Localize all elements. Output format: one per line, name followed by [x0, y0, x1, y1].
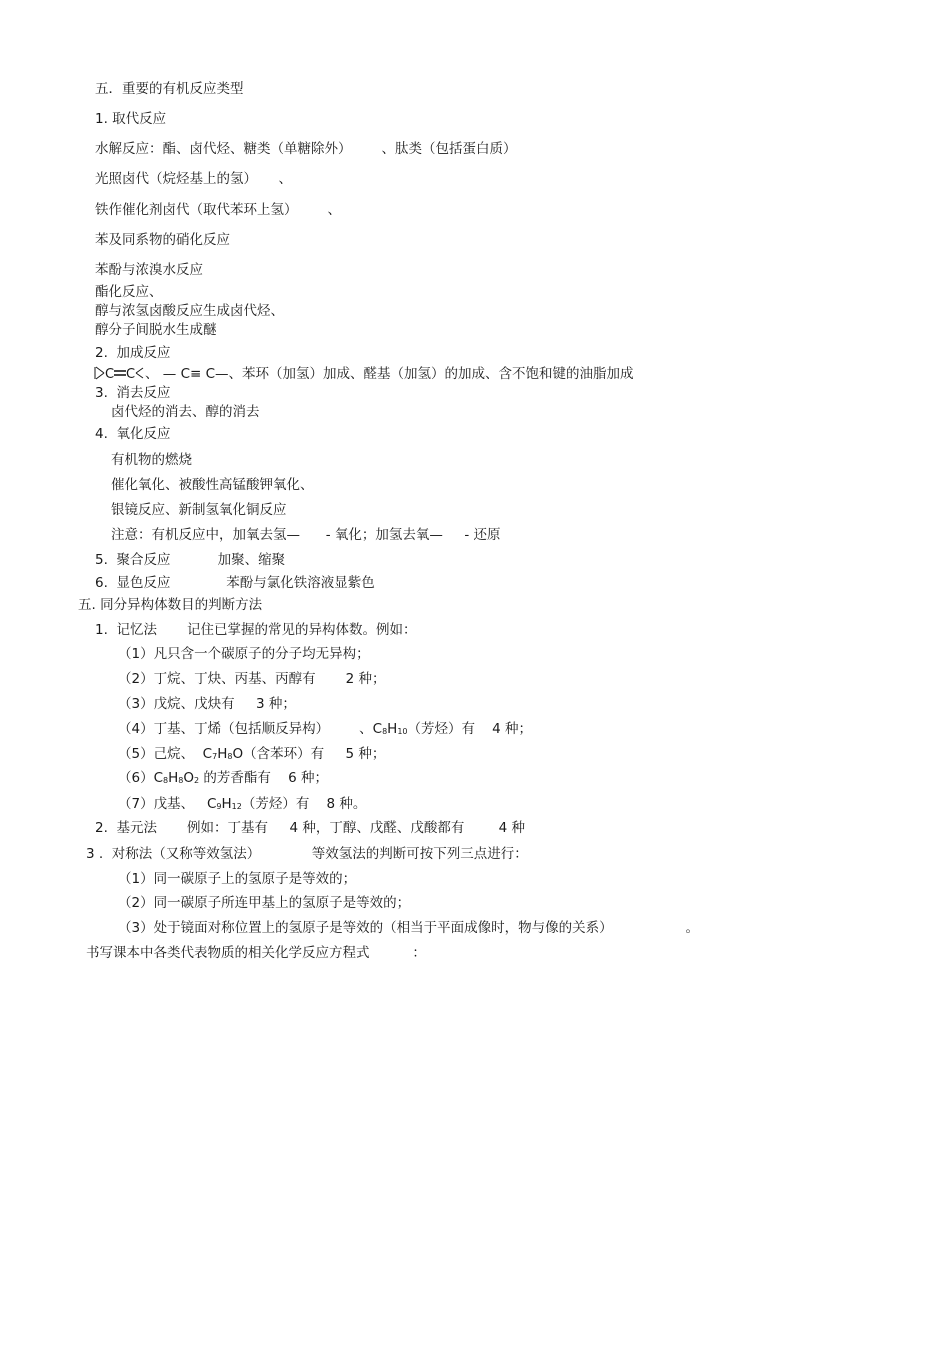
text-light-halogenation: 光照卤代（烷烃基上的氢） 、 [95, 171, 292, 187]
example-7-suffix: （芳烃）有 8 种。 [241, 796, 367, 812]
text-elimination: 卤代烃的消去、醇的消去 [111, 404, 260, 420]
formula-c9h12: C9H12 [206, 796, 242, 812]
example-4-prefix: （4）丁基、丁烯（包括顺反异构） 、 [118, 721, 373, 737]
text-combustion: 有机物的燃烧 [111, 452, 192, 468]
text-rule-3: （3）处于镜面对称位置上的氢原子是等效的（相当于平面成像时，物与像的关系） 。 [118, 920, 700, 936]
svg-text:C: C [105, 367, 115, 382]
text-alcohol-hx: 醇与浓氢卤酸反应生成卤代烃、 [95, 303, 284, 319]
formula-c8h10: C8H10 [372, 721, 408, 737]
example-6-prefix: （6） [118, 770, 154, 786]
item-oxidation: 4. 氧化反应 [95, 426, 171, 442]
section-heading-isomers: 五. 同分异构体数目的判断方法 [78, 597, 263, 613]
text-example-6 [118, 769, 328, 790]
text-phenol-bromine: 苯酚与浓溴水反应 [95, 262, 203, 278]
text-example-7 [118, 795, 366, 816]
svg-text:C: C [126, 367, 136, 382]
section-heading-reaction-types: 五．重要的有机反应类型 [95, 81, 244, 97]
item-elimination: 3. 消去反应 [95, 385, 171, 401]
text-rule-1: （1）同一碳原子上的氢原子是等效的； [118, 871, 357, 887]
item-color-reaction: 6. 显色反应 苯酚与氯化铁溶液显紫色 [95, 575, 375, 591]
text-example-4 [118, 720, 532, 741]
text-addition-types [93, 364, 634, 383]
text-example-2: （2）丁烷、丁炔、丙基、丙醇有 2 种； [118, 671, 386, 687]
item-addition: 2. 加成反应 [95, 345, 171, 361]
example-5-prefix: （5）己烷、 [118, 746, 203, 762]
example-4-suffix: （芳烃）有 4 种； [407, 721, 533, 737]
example-5-suffix: （含苯环）有 5 种； [243, 746, 386, 762]
text-example-1: （1）凡只含一个碳原子的分子均无异构； [118, 646, 370, 662]
text-write-equations: 书写课本中各类代表物质的相关化学反应方程式 ： [86, 945, 426, 961]
item-symmetry-method: 3 . 对称法（又称等效氢法） 等效氢法的判断可按下列三点进行： [86, 846, 528, 862]
text-silver-mirror: 银镜反应、新制氢氧化铜反应 [111, 502, 287, 518]
text-iron-halogenation: 铁作催化剂卤代（取代苯环上氢） 、 [95, 202, 342, 218]
double-bond-icon [93, 364, 145, 382]
text-esterification: 酯化反应、 [95, 284, 163, 300]
example-7-prefix: （7）戊基、 [118, 796, 207, 812]
item-substitution: 1. 取代反应 [95, 111, 167, 127]
text-hydrolysis: 水解反应：酯、卤代烃、糖类（单糖除外） 、肽类（包括蛋白质） [95, 141, 517, 157]
formula-c8h8o2: C8H8O2 [153, 770, 200, 786]
text-example-5 [118, 745, 385, 766]
addition-types-text: 、 — C≡ C—、苯环（加氢）加成、醛基（加氢）的加成、含不饱和键的油脂加成 [145, 366, 634, 382]
formula-c7h8o: C7H8O [202, 746, 244, 762]
example-6-suffix: 的芳香酯有 6 种； [199, 770, 328, 786]
text-note-redox: 注意：有机反应中，加氧去氢— - 氧化；加氢去氧— - 还原 [111, 527, 501, 543]
item-base-method: 2. 基元法 例如：丁基有 4 种，丁醇、戊醛、戊酸都有 4 种 [95, 820, 526, 836]
item-memory-method: 1. 记忆法 记住已掌握的常见的异构体数。例如： [95, 622, 417, 638]
item-polymerization: 5. 聚合反应 加聚、缩聚 [95, 552, 286, 568]
text-nitration: 苯及同系物的硝化反应 [95, 232, 230, 248]
text-example-3: （3）戊烷、戊炔有 3 种； [118, 696, 296, 712]
text-catalytic-oxidation: 催化氧化、被酸性高锰酸钾氧化、 [111, 477, 314, 493]
text-rule-2: （2）同一碳原子所连甲基上的氢原子是等效的； [118, 895, 411, 911]
text-ether-formation: 醇分子间脱水生成醚 [95, 322, 217, 338]
